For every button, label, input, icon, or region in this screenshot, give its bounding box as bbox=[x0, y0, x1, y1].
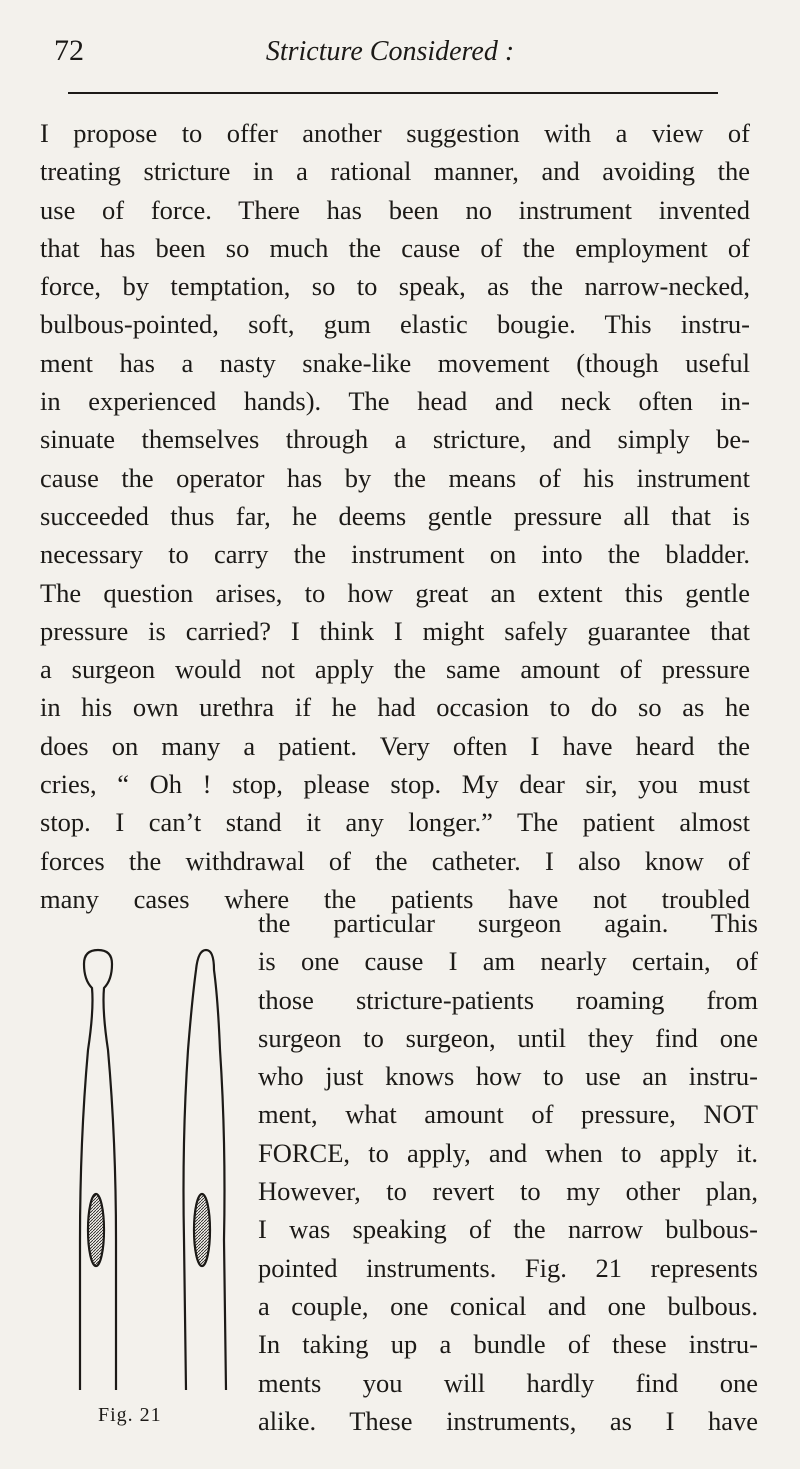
text-line: I was speaking of the narrow bulbous- bbox=[258, 1214, 758, 1245]
text-line: necessary to carry the instrument on into the bladder. bbox=[40, 539, 750, 570]
text-line: sinuate themselves through a stricture, and simply be- bbox=[40, 424, 750, 455]
wrapped-paragraph bbox=[258, 904, 758, 1440]
text-fragment: to apply, and when to apply it. bbox=[368, 1137, 759, 1168]
text-line: treating stricture in a rational manner, and avoiding the bbox=[40, 156, 750, 187]
text-line: cries, “ Oh ! stop, please stop. My dear sir, you must bbox=[40, 769, 750, 800]
text-line: succeeded thus far, he deems gentle pressure all that is bbox=[40, 500, 750, 531]
text-line: In taking up a bundle of these instru- bbox=[258, 1329, 758, 1360]
body-paragraph bbox=[40, 114, 750, 918]
text-line: bulbous-pointed, soft, gum elastic bougie. This instru- bbox=[40, 309, 750, 340]
text-line: I propose to offer another suggestion with a view of bbox=[40, 118, 750, 148]
text-line: those stricture-patients roaming from bbox=[258, 984, 758, 1015]
text-line: a surgeon would not apply the same amount of pressure bbox=[40, 654, 750, 685]
text-line: ment has a nasty snake-like movement (though useful bbox=[40, 347, 750, 378]
text-line: pressure is carried? I think I might safely guarantee that bbox=[40, 615, 750, 646]
text-line: in experienced hands). The head and neck often in- bbox=[40, 386, 750, 417]
emphasis-force: FORCE, bbox=[258, 1137, 351, 1168]
text-line: cause the operator has by the means of his instrument bbox=[40, 462, 750, 493]
text-line: in his own urethra if he had occasion to do so as he bbox=[40, 692, 750, 723]
emphasis-not: NOT bbox=[703, 1099, 758, 1130]
text-line: use of force. There has been no instrument invented bbox=[40, 194, 750, 225]
text-line: surgeon to surgeon, until they find one bbox=[258, 1022, 758, 1053]
text-fragment: ment, what amount of pressure, bbox=[258, 1099, 676, 1130]
text-line: that has been so much the cause of the employment of bbox=[40, 232, 750, 263]
text-line: who just knows how to use an instru- bbox=[258, 1061, 758, 1092]
text-line: is one cause I am nearly certain, of bbox=[258, 946, 758, 977]
text-line bbox=[258, 1095, 758, 1133]
page-header bbox=[40, 34, 740, 74]
text-line: The question arises, to how great an extent this gentle bbox=[40, 577, 750, 608]
conical-bougie bbox=[184, 950, 227, 1390]
text-line: forces the withdrawal of the catheter. I also know of bbox=[40, 845, 750, 876]
text-line: alike. These instruments, as I have bbox=[258, 1405, 758, 1436]
text-line: force, by temptation, so to speak, as the narrow-necked, bbox=[40, 271, 750, 302]
bulbous-bougie bbox=[80, 950, 116, 1390]
text-line: However, to revert to my other plan, bbox=[258, 1176, 758, 1207]
text-line: stop. I can’t stand it any longer.” The patient almost bbox=[40, 807, 750, 838]
text-line: pointed instruments. Fig. 21 represents bbox=[258, 1252, 758, 1283]
bougie-illustration bbox=[66, 940, 246, 1400]
text-line: a couple, one conical and one bulbous. bbox=[258, 1290, 758, 1321]
text-line: does on many a patient. Very often I have heard the bbox=[40, 730, 750, 761]
text-line bbox=[258, 1134, 758, 1172]
text-line: ments you will hardly find one bbox=[258, 1367, 758, 1398]
text-line: the particular surgeon again. This bbox=[258, 908, 758, 938]
page-number: 72 bbox=[54, 34, 84, 67]
text-line: many cases where the patients have not troubled bbox=[40, 883, 750, 914]
figure-caption: Fig. 21 bbox=[98, 1404, 162, 1426]
header-rule bbox=[68, 92, 718, 94]
running-head: Stricture Considered : bbox=[265, 36, 515, 67]
